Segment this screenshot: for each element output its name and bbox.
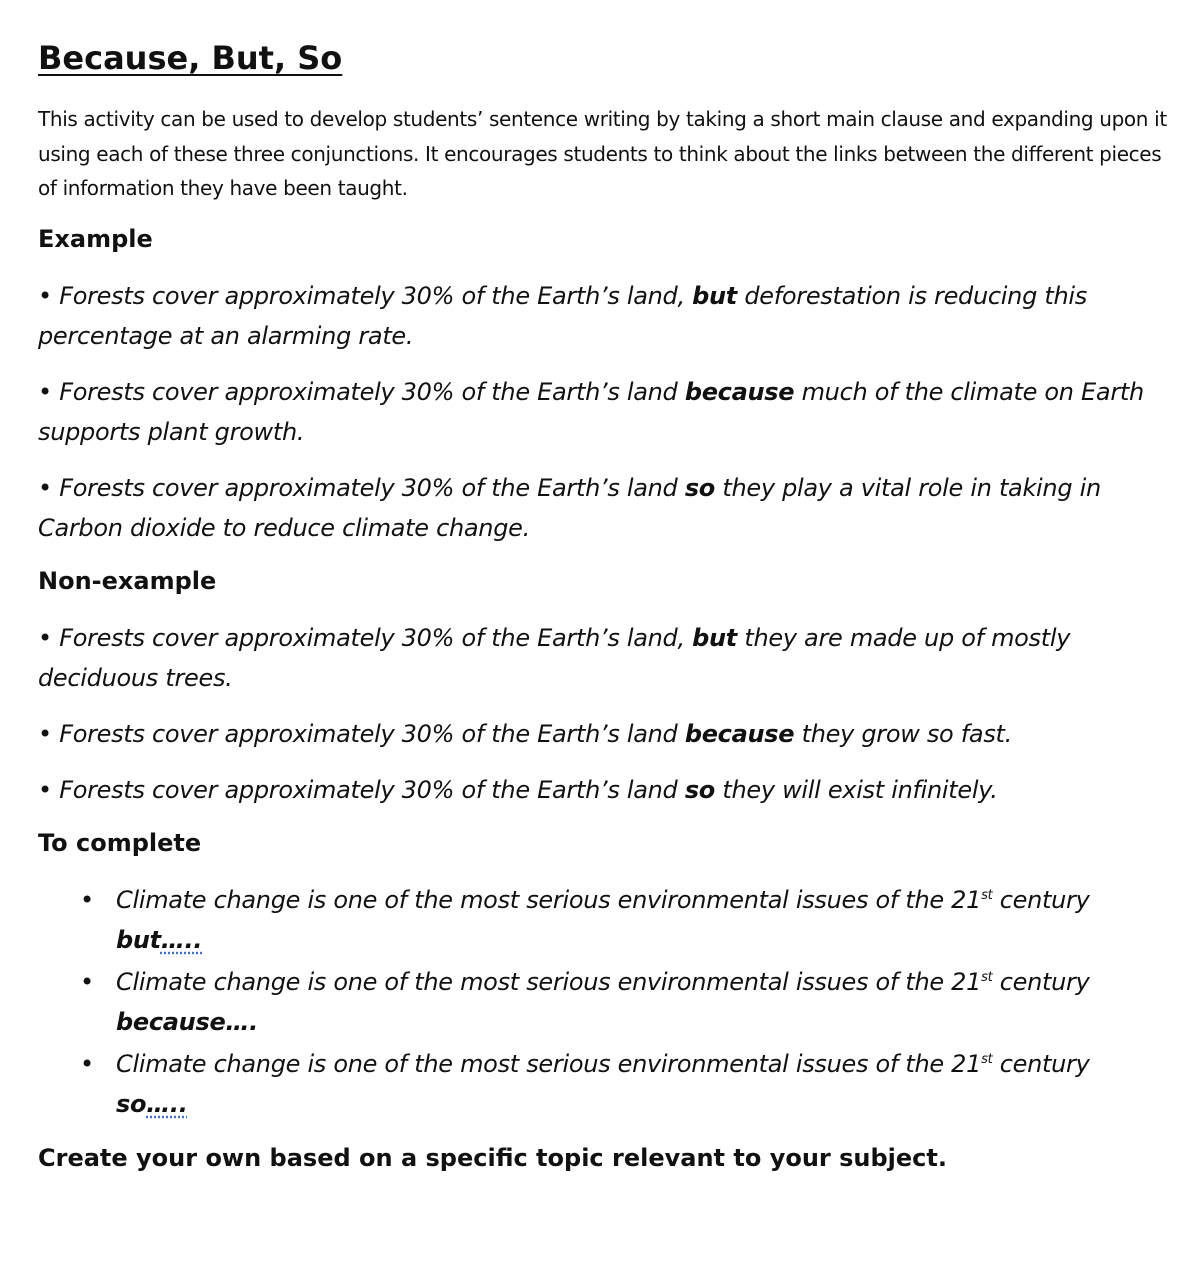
sentence-main-clause: Forests cover approximately 30% of the Earth’s land (59, 377, 678, 406)
non-example-heading: Non-example (38, 566, 217, 595)
conjunction: so (684, 473, 715, 502)
blank-dots: ….. (160, 925, 203, 954)
conjunction: because (684, 377, 795, 406)
sentence-continuation: they will exist infinitely. (722, 775, 998, 804)
list-item (38, 962, 1170, 1042)
conjunction: because (684, 719, 795, 748)
sentence-century: century (999, 885, 1090, 914)
ordinal-suffix: st (981, 887, 993, 903)
bullet: • (80, 1049, 94, 1078)
blank-dots: ….. (146, 1089, 188, 1118)
sentence-century: century (999, 1049, 1090, 1078)
sentence-main-clause: Climate change is one of the most serious environmental issues of the 21 (116, 885, 982, 914)
to-complete-list (38, 880, 1170, 1124)
example-sentence-because (38, 372, 1170, 452)
final-instruction: Create your own based on a specific topic relevant to your subject. (38, 1143, 947, 1172)
intro-paragraph: This activity can be used to develop students’ sentence writing by taking a short main clause and expanding upon it using each of these three conjunctions. It encourages students to think about the links between the different pieces of information they have been taught. (38, 107, 1167, 200)
conjunction: but (116, 925, 161, 954)
conjunction: but (692, 623, 737, 652)
to-complete-heading: To complete (38, 828, 202, 857)
sentence-main-clause: Forests cover approximately 30% of the Earth’s land, (59, 281, 685, 310)
sentence-continuation: they grow so fast. (801, 719, 1012, 748)
sentence-continuation: they play a vital role in taking in Carbon dioxide to reduce climate change. (38, 473, 1101, 542)
example-heading: Example (38, 224, 153, 253)
list-item (38, 880, 1170, 960)
example-sentence-but (38, 276, 1170, 356)
bullet: • (80, 885, 94, 914)
bullet: • (38, 281, 52, 310)
blank-dots: …. (225, 1007, 258, 1036)
sentence-continuation: they are made up of mostly deciduous trees. (38, 623, 1071, 692)
sentence-main-clause: Forests cover approximately 30% of the Earth’s land (59, 473, 678, 502)
non-example-sentence-so (38, 770, 1170, 810)
sentence-main-clause: Forests cover approximately 30% of the Earth’s land (59, 719, 678, 748)
bullet: • (38, 719, 52, 748)
sentence-continuation: much of the climate on Earth supports plant growth. (38, 377, 1144, 446)
sentence-main-clause: Climate change is one of the most serious environmental issues of the 21 (116, 1049, 982, 1078)
conjunction: because (116, 1007, 226, 1036)
ordinal-suffix: st (981, 1051, 993, 1067)
non-example-sentence-because (38, 714, 1170, 754)
conjunction: so (116, 1089, 147, 1118)
bullet: • (38, 623, 52, 652)
document-title: Because, But, So (38, 39, 343, 77)
non-example-sentence-but (38, 618, 1170, 698)
sentence-main-clause: Forests cover approximately 30% of the Earth’s land (59, 775, 678, 804)
ordinal-suffix: st (981, 969, 993, 985)
bullet: • (80, 967, 94, 996)
example-sentence-so (38, 468, 1170, 548)
bullet: • (38, 473, 52, 502)
sentence-century: century (999, 967, 1090, 996)
bullet: • (38, 775, 52, 804)
list-item (38, 1044, 1170, 1124)
conjunction: but (692, 281, 737, 310)
sentence-continuation: deforestation is reducing this percentage at an alarming rate. (38, 281, 1087, 350)
sentence-main-clause: Forests cover approximately 30% of the Earth’s land, (59, 623, 685, 652)
bullet: • (38, 377, 52, 406)
sentence-main-clause: Climate change is one of the most serious environmental issues of the 21 (116, 967, 982, 996)
conjunction: so (684, 775, 715, 804)
